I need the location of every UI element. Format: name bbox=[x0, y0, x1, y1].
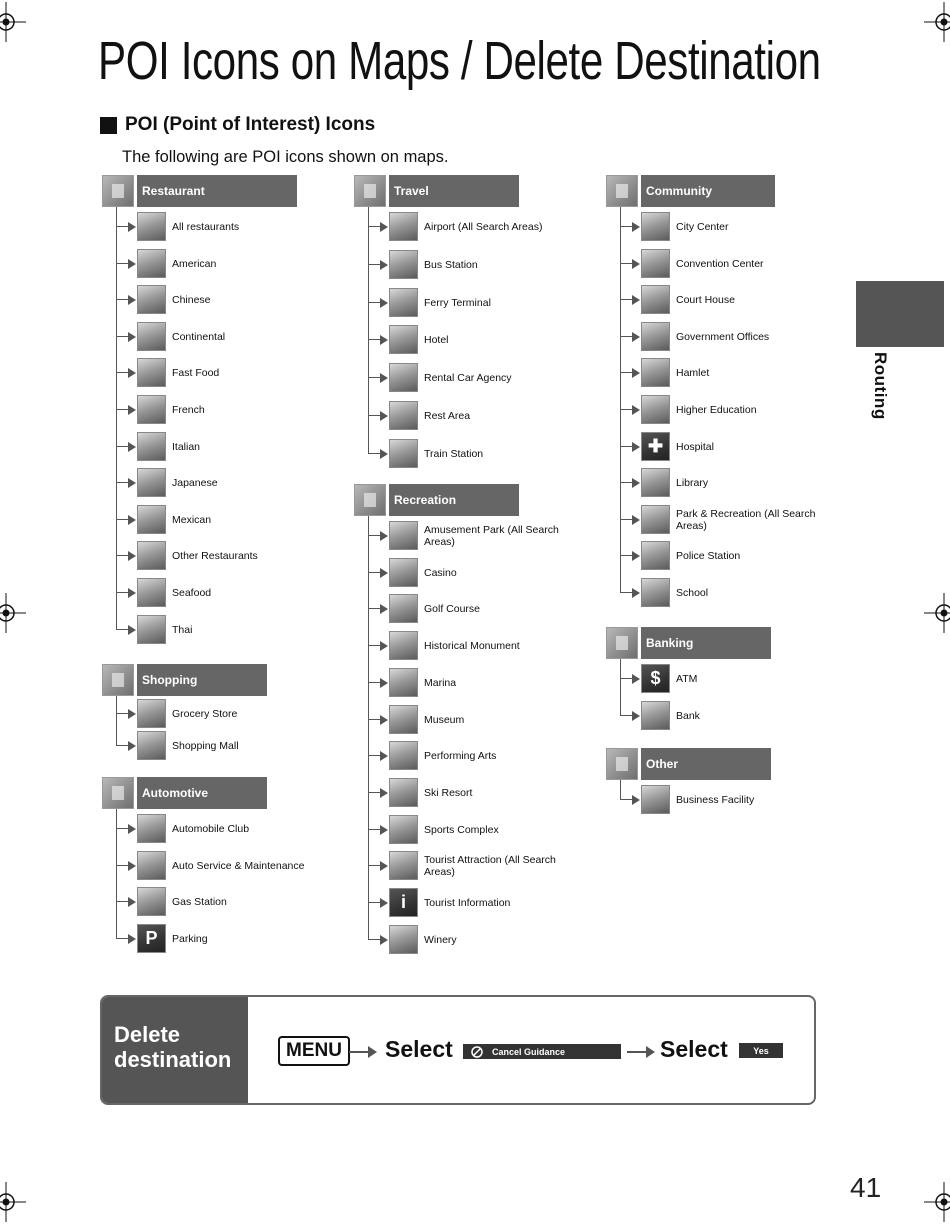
arrow-right-icon bbox=[380, 715, 388, 725]
shopping-category-label: Shopping bbox=[137, 664, 267, 696]
arrow-right-icon bbox=[128, 709, 136, 719]
restaurant-category-label: Restaurant bbox=[137, 175, 297, 207]
arrow-right-icon bbox=[128, 741, 136, 751]
automotive-category-icon bbox=[102, 777, 134, 809]
poi-item-label: Court House bbox=[676, 294, 735, 307]
arrow-right-icon bbox=[380, 373, 388, 383]
section-heading bbox=[100, 114, 375, 136]
tourist-attraction-icon bbox=[389, 851, 418, 880]
poi-item-label: Park & Recreation (All Search Areas) bbox=[676, 507, 816, 532]
section-heading-text: POI (Point of Interest) Icons bbox=[125, 114, 376, 135]
japanese-icon bbox=[137, 468, 166, 497]
continental-icon bbox=[137, 322, 166, 351]
french-icon bbox=[137, 395, 166, 424]
golf-course-icon bbox=[389, 594, 418, 623]
airport-icon bbox=[389, 212, 418, 241]
automobile-club-icon bbox=[137, 814, 166, 843]
banking-category-icon bbox=[606, 627, 638, 659]
poi-item-label: Bus Station bbox=[424, 258, 478, 271]
thai-icon bbox=[137, 615, 166, 644]
poi-item-label: Airport (All Search Areas) bbox=[424, 221, 543, 233]
recreation-category-label: Recreation bbox=[389, 484, 519, 516]
tree-line bbox=[620, 659, 621, 715]
travel-category-icon bbox=[354, 175, 386, 207]
poi-item-label: Other Restaurants bbox=[172, 550, 258, 563]
sports-complex-icon bbox=[389, 815, 418, 844]
police-station-icon bbox=[641, 541, 670, 570]
poi-item-label: Thai bbox=[172, 623, 193, 636]
poi-item-label: Sports Complex bbox=[424, 823, 499, 836]
arrow-right-icon bbox=[380, 222, 388, 232]
poi-item-label: Police Station bbox=[676, 550, 741, 563]
cancel-guidance-button bbox=[463, 1044, 621, 1059]
poi-item-label: Museum bbox=[424, 713, 465, 726]
poi-item-label: Gas Station bbox=[172, 896, 227, 908]
arrow-right-icon bbox=[632, 442, 640, 452]
poi-item-label: Parking bbox=[172, 932, 208, 945]
tree-line bbox=[116, 696, 117, 745]
arrow-right-icon bbox=[632, 332, 640, 342]
arrow-right-icon bbox=[632, 222, 640, 232]
automotive-category-header bbox=[102, 777, 267, 809]
italian-icon bbox=[137, 432, 166, 461]
court-house-icon bbox=[641, 285, 670, 314]
seafood-icon bbox=[137, 578, 166, 607]
side-tab bbox=[856, 281, 944, 347]
library-icon bbox=[641, 468, 670, 497]
tree-line bbox=[116, 207, 117, 629]
arrow-right-icon bbox=[128, 934, 136, 944]
delete-destination-label: Delete destination bbox=[102, 997, 248, 1103]
poi-item-label: School bbox=[676, 587, 709, 599]
arrow-right-icon bbox=[128, 332, 136, 342]
restaurant-category-header bbox=[102, 175, 297, 207]
poi-item-label: Chinese bbox=[172, 294, 211, 307]
poi-item-label: Shopping Mall bbox=[172, 739, 239, 752]
arrow-right-icon bbox=[128, 405, 136, 415]
other-category-header bbox=[606, 748, 771, 780]
shopping-category-icon bbox=[102, 664, 134, 696]
poi-item-label: Casino bbox=[424, 566, 457, 579]
poi-item-label: Bank bbox=[676, 710, 700, 722]
arrow-right-icon bbox=[632, 588, 640, 598]
poi-item-label: Performing Arts bbox=[424, 750, 497, 763]
poi-item-label: Rest Area bbox=[424, 410, 471, 422]
poi-item-label: Hospital bbox=[676, 440, 714, 453]
poi-item-label: Train Station bbox=[424, 447, 484, 460]
arrow-right-icon bbox=[128, 259, 136, 269]
bank-icon bbox=[641, 701, 670, 730]
city-center-icon bbox=[641, 212, 670, 241]
poi-item-label: Amusement Park (All Search Areas) bbox=[424, 524, 559, 548]
arrow-right-icon bbox=[380, 861, 388, 871]
registration-mark-icon bbox=[924, 2, 950, 42]
arrow-right-icon bbox=[380, 604, 388, 614]
tree-line bbox=[620, 780, 621, 799]
community-category-label: Community bbox=[641, 175, 775, 207]
registration-mark-icon bbox=[0, 593, 26, 633]
poi-item-label: Automobile Club bbox=[172, 823, 250, 835]
tree-line bbox=[620, 207, 621, 592]
arrow-right-icon bbox=[627, 1051, 649, 1053]
hamlet-icon bbox=[641, 358, 670, 387]
gas-station-icon bbox=[137, 887, 166, 916]
arrow-right-icon bbox=[632, 515, 640, 525]
arrow-right-icon bbox=[128, 588, 136, 598]
arrow-right-icon bbox=[632, 259, 640, 269]
park-and-recreation-icon bbox=[641, 505, 670, 534]
parking-icon: P bbox=[137, 924, 166, 953]
poi-item-label: Winery bbox=[424, 933, 457, 946]
yes-label: Yes bbox=[753, 1045, 769, 1056]
arrow-right-icon bbox=[128, 222, 136, 232]
delete-destination-box bbox=[100, 995, 816, 1105]
shopping-category-header bbox=[102, 664, 267, 696]
business-facility-icon bbox=[641, 785, 670, 814]
poi-item-label: Historical Monument bbox=[424, 640, 520, 653]
historical-monument-icon bbox=[389, 631, 418, 660]
registration-mark-icon bbox=[924, 593, 950, 633]
registration-mark-icon bbox=[0, 1182, 26, 1222]
grocery-store-icon bbox=[137, 699, 166, 728]
museum-icon bbox=[389, 705, 418, 734]
government-offices-icon bbox=[641, 322, 670, 351]
arrow-right-icon bbox=[128, 897, 136, 907]
poi-item-label: Ferry Terminal bbox=[424, 296, 491, 309]
chinese-icon bbox=[137, 285, 166, 314]
other-category-label: Other bbox=[641, 748, 771, 780]
arrow-right-icon bbox=[349, 1051, 371, 1053]
poi-item-label: Library bbox=[676, 477, 709, 490]
community-category-icon bbox=[606, 175, 638, 207]
shopping-mall-icon bbox=[137, 731, 166, 760]
rest-area-icon bbox=[389, 401, 418, 430]
arrow-right-icon bbox=[128, 295, 136, 305]
arrow-right-icon bbox=[380, 298, 388, 308]
other-category-icon bbox=[606, 748, 638, 780]
fast-food-icon bbox=[137, 358, 166, 387]
arrow-right-icon bbox=[632, 478, 640, 488]
poi-item-label: Business Facility bbox=[676, 794, 755, 806]
arrow-right-icon bbox=[128, 442, 136, 452]
mexican-icon bbox=[137, 505, 166, 534]
banking-category-header bbox=[606, 627, 771, 659]
poi-item-label: Higher Education bbox=[676, 404, 757, 416]
poi-item-label: All restaurants bbox=[172, 221, 240, 233]
arrow-right-icon bbox=[380, 260, 388, 270]
arrow-right-icon bbox=[380, 568, 388, 578]
atm-icon: $ bbox=[641, 664, 670, 693]
hotel-icon bbox=[389, 325, 418, 354]
cancel-guidance-label: Cancel Guidance bbox=[492, 1046, 566, 1057]
poi-item-label: Marina bbox=[424, 676, 457, 689]
arrow-right-icon bbox=[380, 898, 388, 908]
arrow-right-icon bbox=[380, 751, 388, 761]
menu-button: MENU bbox=[278, 1036, 350, 1066]
poi-item-label: Continental bbox=[172, 330, 226, 343]
select-text-2: Select bbox=[660, 1036, 728, 1062]
poi-item-label: Japanese bbox=[172, 477, 218, 490]
square-bullet-icon bbox=[100, 117, 117, 134]
community-category-header bbox=[606, 175, 775, 207]
arrow-right-icon bbox=[632, 551, 640, 561]
poi-item-label: ATM bbox=[676, 673, 698, 685]
arrow-right-icon bbox=[632, 368, 640, 378]
poi-item-label: Italian bbox=[172, 440, 201, 453]
page-title: POI Icons on Maps / Delete Destination bbox=[98, 31, 821, 91]
winery-icon bbox=[389, 925, 418, 954]
registration-mark-icon bbox=[924, 1182, 950, 1222]
arrow-right-icon bbox=[128, 368, 136, 378]
marina-icon bbox=[389, 668, 418, 697]
arrow-right-icon bbox=[632, 795, 640, 805]
tree-line bbox=[368, 516, 369, 939]
ferry-terminal-icon bbox=[389, 288, 418, 317]
poi-item-label: Tourist Attraction (All Search Areas) bbox=[424, 854, 556, 879]
amusement-park-icon bbox=[389, 521, 418, 550]
arrow-right-icon bbox=[380, 935, 388, 945]
poi-item-label: French bbox=[172, 404, 205, 416]
arrow-right-icon bbox=[632, 295, 640, 305]
poi-item-label: Hotel bbox=[424, 334, 449, 347]
poi-item-label: Rental Car Agency bbox=[424, 372, 512, 385]
poi-item-label: Seafood bbox=[172, 587, 212, 599]
casino-icon bbox=[389, 558, 418, 587]
recreation-category-header bbox=[354, 484, 519, 516]
arrow-right-icon bbox=[128, 625, 136, 635]
auto-service-and-maintenance-icon bbox=[137, 851, 166, 880]
intro-text: The following are POI icons shown on maps. bbox=[122, 148, 449, 166]
poi-item-label: American bbox=[172, 257, 217, 270]
poi-item-label: Government Offices bbox=[676, 330, 770, 343]
poi-item-label: Golf Course bbox=[424, 603, 481, 616]
arrow-right-icon bbox=[380, 678, 388, 688]
bus-station-icon bbox=[389, 250, 418, 279]
poi-item-label: Hamlet bbox=[676, 367, 710, 380]
arrow-right-icon bbox=[632, 674, 640, 684]
restaurant-category-icon bbox=[102, 175, 134, 207]
banking-category-label: Banking bbox=[641, 627, 771, 659]
arrow-right-icon bbox=[128, 551, 136, 561]
arrow-right-icon bbox=[632, 405, 640, 415]
rental-car-agency-icon bbox=[389, 363, 418, 392]
select-text-1: Select bbox=[385, 1036, 453, 1062]
cancel-icon bbox=[470, 1045, 484, 1059]
arrow-right-icon bbox=[380, 825, 388, 835]
poi-item-label: Tourist Information bbox=[424, 897, 511, 909]
poi-item-label: Mexican bbox=[172, 513, 212, 526]
arrow-right-icon bbox=[380, 531, 388, 541]
ski-resort-icon bbox=[389, 778, 418, 807]
arrow-right-icon bbox=[380, 449, 388, 459]
arrow-right-icon bbox=[380, 335, 388, 345]
travel-category-header bbox=[354, 175, 519, 207]
higher-education-icon bbox=[641, 395, 670, 424]
arrow-right-icon bbox=[128, 478, 136, 488]
arrow-right-icon bbox=[128, 861, 136, 871]
poi-item-label: Ski Resort bbox=[424, 786, 473, 799]
poi-item-label: Convention Center bbox=[676, 257, 764, 270]
tourist-information-icon: i bbox=[389, 888, 418, 917]
arrow-right-icon bbox=[128, 824, 136, 834]
registration-mark-icon bbox=[0, 2, 26, 42]
poi-item-label: Auto Service & Maintenance bbox=[172, 859, 305, 872]
hospital-icon: ✚ bbox=[641, 432, 670, 461]
arrow-right-icon bbox=[632, 711, 640, 721]
yes-button bbox=[739, 1043, 783, 1058]
performing-arts-icon bbox=[389, 741, 418, 770]
side-tab-label: Routing bbox=[871, 352, 890, 420]
other-restaurants-icon bbox=[137, 541, 166, 570]
automotive-category-label: Automotive bbox=[137, 777, 267, 809]
travel-category-label: Travel bbox=[389, 175, 519, 207]
recreation-category-icon bbox=[354, 484, 386, 516]
arrow-right-icon bbox=[380, 411, 388, 421]
all-restaurants-icon bbox=[137, 212, 166, 241]
convention-center-icon bbox=[641, 249, 670, 278]
poi-item-label: City Center bbox=[676, 221, 729, 233]
school-icon bbox=[641, 578, 670, 607]
train-station-icon bbox=[389, 439, 418, 468]
american-icon bbox=[137, 249, 166, 278]
page-number: 41 bbox=[850, 1172, 882, 1203]
arrow-right-icon bbox=[380, 641, 388, 651]
poi-item-label: Fast Food bbox=[172, 367, 220, 380]
arrow-right-icon bbox=[380, 788, 388, 798]
arrow-right-icon bbox=[128, 515, 136, 525]
poi-item-label: Grocery Store bbox=[172, 708, 238, 720]
